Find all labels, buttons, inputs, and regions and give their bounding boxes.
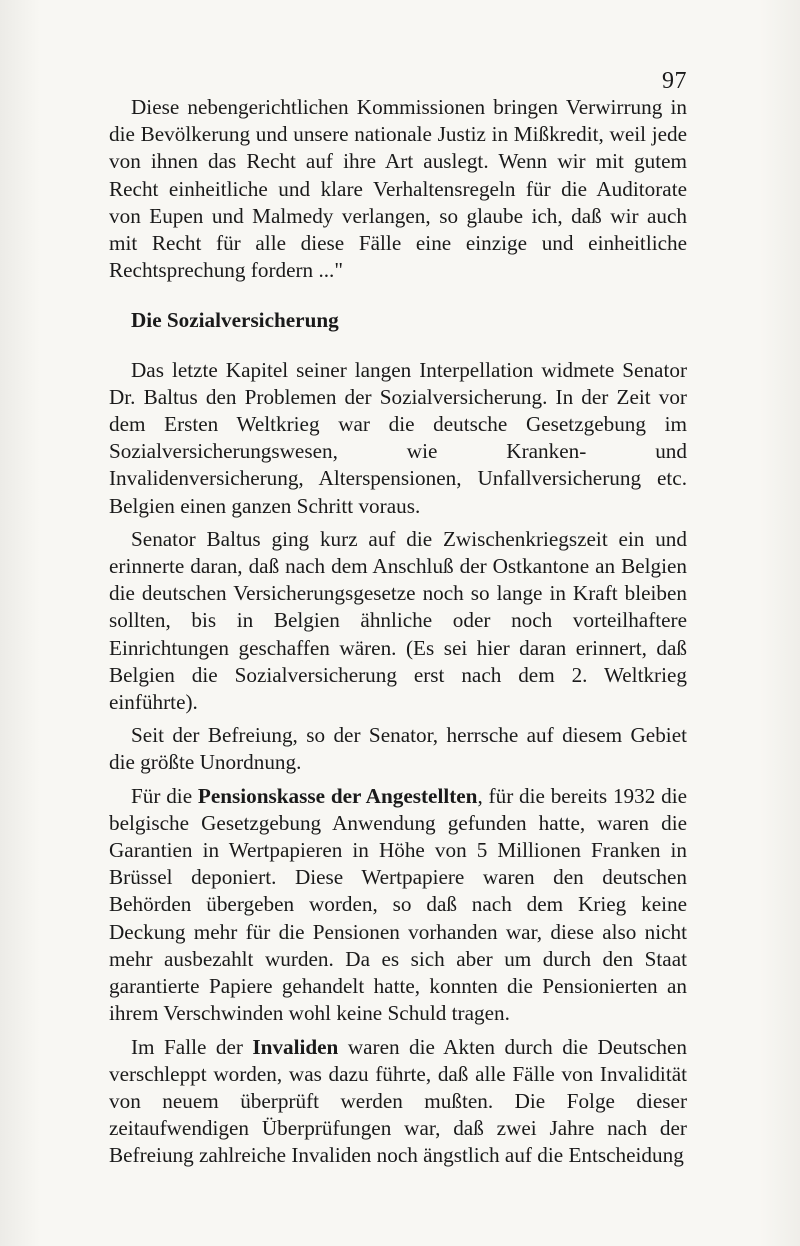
section-heading: [109, 307, 687, 334]
paragraph-liberation: [109, 722, 687, 776]
text-run: Das letzte Kapitel seiner langen Interpellation widmete Senator Dr. Baltus den Problemen der Sozialversicherung. In der Zeit vor dem Ersten Weltkrieg war die deutsche Gesetzgebung im Sozialversicherungswesen, wie Kranken- und Invalidenversicherung, Alterspensionen, Unfallversicherung etc. Belgien einen ganzen Schritt voraus.: [109, 357, 687, 518]
paragraph-pension-fund: [109, 783, 687, 1028]
text-run: Seit der Befreiung, so der Senator, herrsche auf diesem Gebiet die größte Unordnung.: [109, 723, 687, 775]
text-run: Senator Baltus ging kurz auf die Zwischenkriegszeit ein und erinnerte daran, daß nach dem Anschluß der Ostkantone an Belgien die deutschen Versicherungsgesetze noch so lange in Kraft bleiben sollten, bis in Belgien ähnliche oder noch vorteilhaftere Einrichtungen geschaffen wären. (Es sei hier daran erinnert, daß Belgien die Sozialversicherung erst nach dem 2. Weltkrieg einführte).: [109, 526, 687, 715]
page-body: [109, 94, 687, 1170]
text-run: Für die: [131, 783, 198, 808]
text-run: Im Falle der: [131, 1034, 253, 1059]
paragraph-commissions: [109, 94, 687, 284]
paragraph-interwar: [109, 526, 687, 716]
page-number: 97: [662, 68, 687, 94]
bold-term: Pensionskasse der Angestellten: [197, 783, 478, 808]
bold-term: Invaliden: [252, 1034, 339, 1059]
paragraph-invalids: [109, 1034, 687, 1170]
text-run: Diese nebengerichtlichen Kommissionen bringen Verwirrung in die Bevölkerung und unsere nationale Justiz in Mißkredit, weil jede von ihnen das Recht auf ihre Art auslegt. Wenn wir mit gutem Recht einheitliche und klare Verhaltensregeln für die Auditorate von Eupen und Malmedy verlangen, so glaube ich, daß wir auch mit Recht für alle diese Fälle eine einzige und einheitliche Rechtsprechung fordern ...": [109, 95, 687, 283]
text-run: , für die bereits 1932 die belgische Gesetzgebung Anwendung gefunden hatte, waren die Garantien in Wertpapieren in Höhe von 5 Millionen Franken in Brüssel deponiert. Diese Wertpapiere waren den deutschen Behörden übergeben worden, so daß nach dem Krieg keine Deckung mehr für die Pensionen vorhanden war, diese also nicht mehr ausbezahlt wurden. Da es sich aber um durch den Staat garantierte Papiere gehandelt hatte, konnten die Pensionierten an ihrem Verschwinden wohl keine Schuld tragen.: [109, 783, 688, 1026]
paragraph-last-chapter: [109, 357, 687, 520]
text-run: waren die Akten durch die Deutschen verschleppt worden, was dazu führte, daß alle Fälle von Invalidität von neuem überprüft werden mußten. Die Folge dieser zeitaufwendigen Überprüfungen war, daß zwei Jahre nach der Befreiung zahlreiche Invaliden noch ängstlich auf die Entscheidung: [109, 1034, 687, 1168]
heading-text: Die Sozialversicherung: [131, 308, 339, 333]
